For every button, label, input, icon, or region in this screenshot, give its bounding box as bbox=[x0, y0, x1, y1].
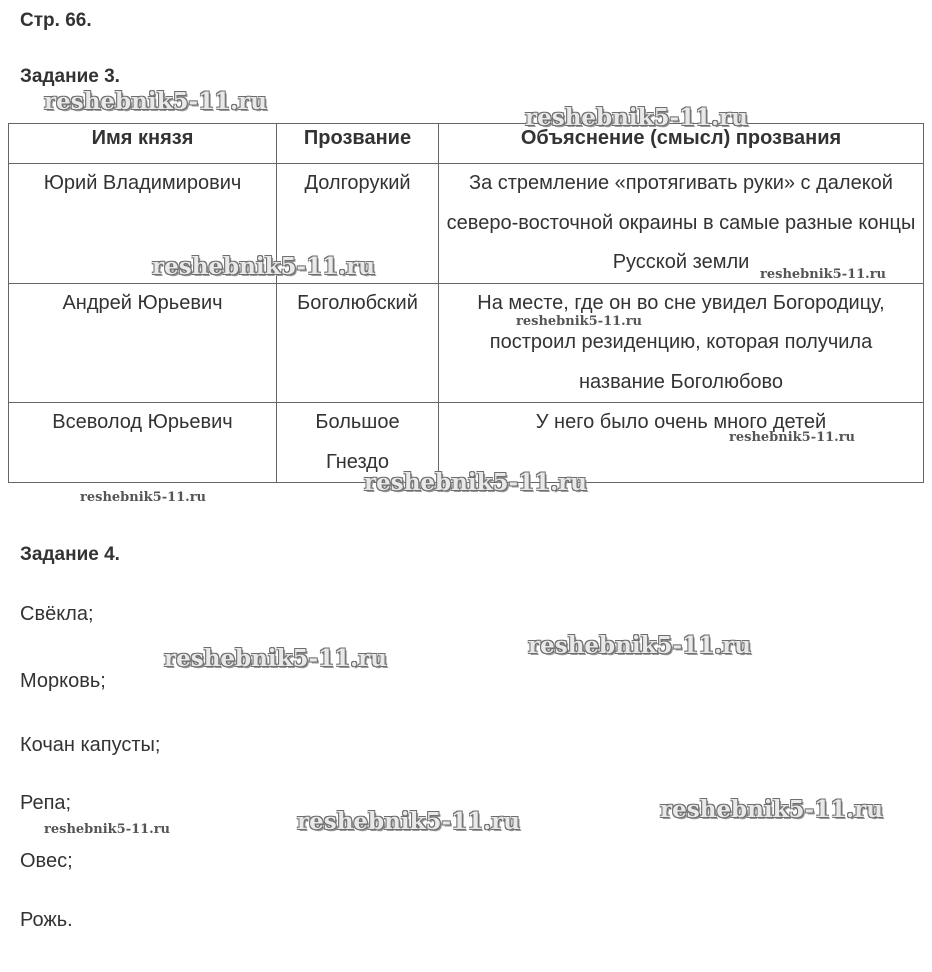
watermark: reshebnik5-11.ru bbox=[516, 314, 643, 329]
cell-explanation: За стремление «протягивать руки» с далекой северо-восточной окраины в самые разные концы Русской земли bbox=[439, 164, 924, 284]
watermark: reshebnik5-11.ru bbox=[729, 430, 856, 445]
cell-prince-name: Юрий Владимирович bbox=[9, 164, 277, 284]
princes-table bbox=[8, 123, 924, 483]
list-item: Свёкла; bbox=[20, 603, 94, 625]
header-nickname: Прозвание bbox=[277, 124, 439, 164]
cell-nickname: Большое Гнездо bbox=[277, 403, 439, 483]
watermark: reshebnik5-11.ru bbox=[164, 645, 387, 672]
watermark: reshebnik5-11.ru bbox=[44, 822, 171, 837]
list-item: Овес; bbox=[20, 850, 73, 872]
list-item: Морковь; bbox=[20, 670, 106, 692]
task3-title: Задание 3. bbox=[20, 66, 120, 87]
watermark: reshebnik5-11.ru bbox=[152, 253, 375, 280]
watermark: reshebnik5-11.ru bbox=[297, 808, 520, 835]
header-prince-name: Имя князя bbox=[9, 124, 277, 164]
cell-nickname: Боголюбский bbox=[277, 283, 439, 403]
watermark: reshebnik5-11.ru bbox=[528, 632, 751, 659]
header-explanation: Объяснение (смысл) прозвания bbox=[439, 124, 924, 164]
task4-title: Задание 4. bbox=[20, 544, 120, 565]
list-item: Репа; bbox=[20, 792, 72, 814]
table-header-row bbox=[9, 124, 924, 164]
watermark: reshebnik5-11.ru bbox=[760, 267, 887, 282]
list-item: Рожь. bbox=[20, 909, 73, 931]
cell-explanation: На месте, где он во сне увидел Богородицу, построил резиденцию, которая получила название Боголюбово bbox=[439, 283, 924, 403]
cell-nickname: Долгорукий bbox=[277, 164, 439, 284]
watermark: reshebnik5-11.ru bbox=[660, 796, 883, 823]
watermark: reshebnik5-11.ru bbox=[44, 88, 267, 115]
watermark: reshebnik5-11.ru bbox=[364, 469, 587, 496]
page-label: Стр. 66. bbox=[20, 10, 92, 31]
watermark: reshebnik5-11.ru bbox=[80, 490, 207, 505]
table-row bbox=[9, 164, 924, 284]
cell-explanation: У него было очень много детей bbox=[439, 403, 924, 483]
cell-prince-name: Всеволод Юрьевич bbox=[9, 403, 277, 483]
cell-prince-name: Андрей Юрьевич bbox=[9, 283, 277, 403]
table-row bbox=[9, 283, 924, 403]
watermark: reshebnik5-11.ru bbox=[525, 104, 748, 131]
list-item: Кочан капусты; bbox=[20, 734, 161, 756]
